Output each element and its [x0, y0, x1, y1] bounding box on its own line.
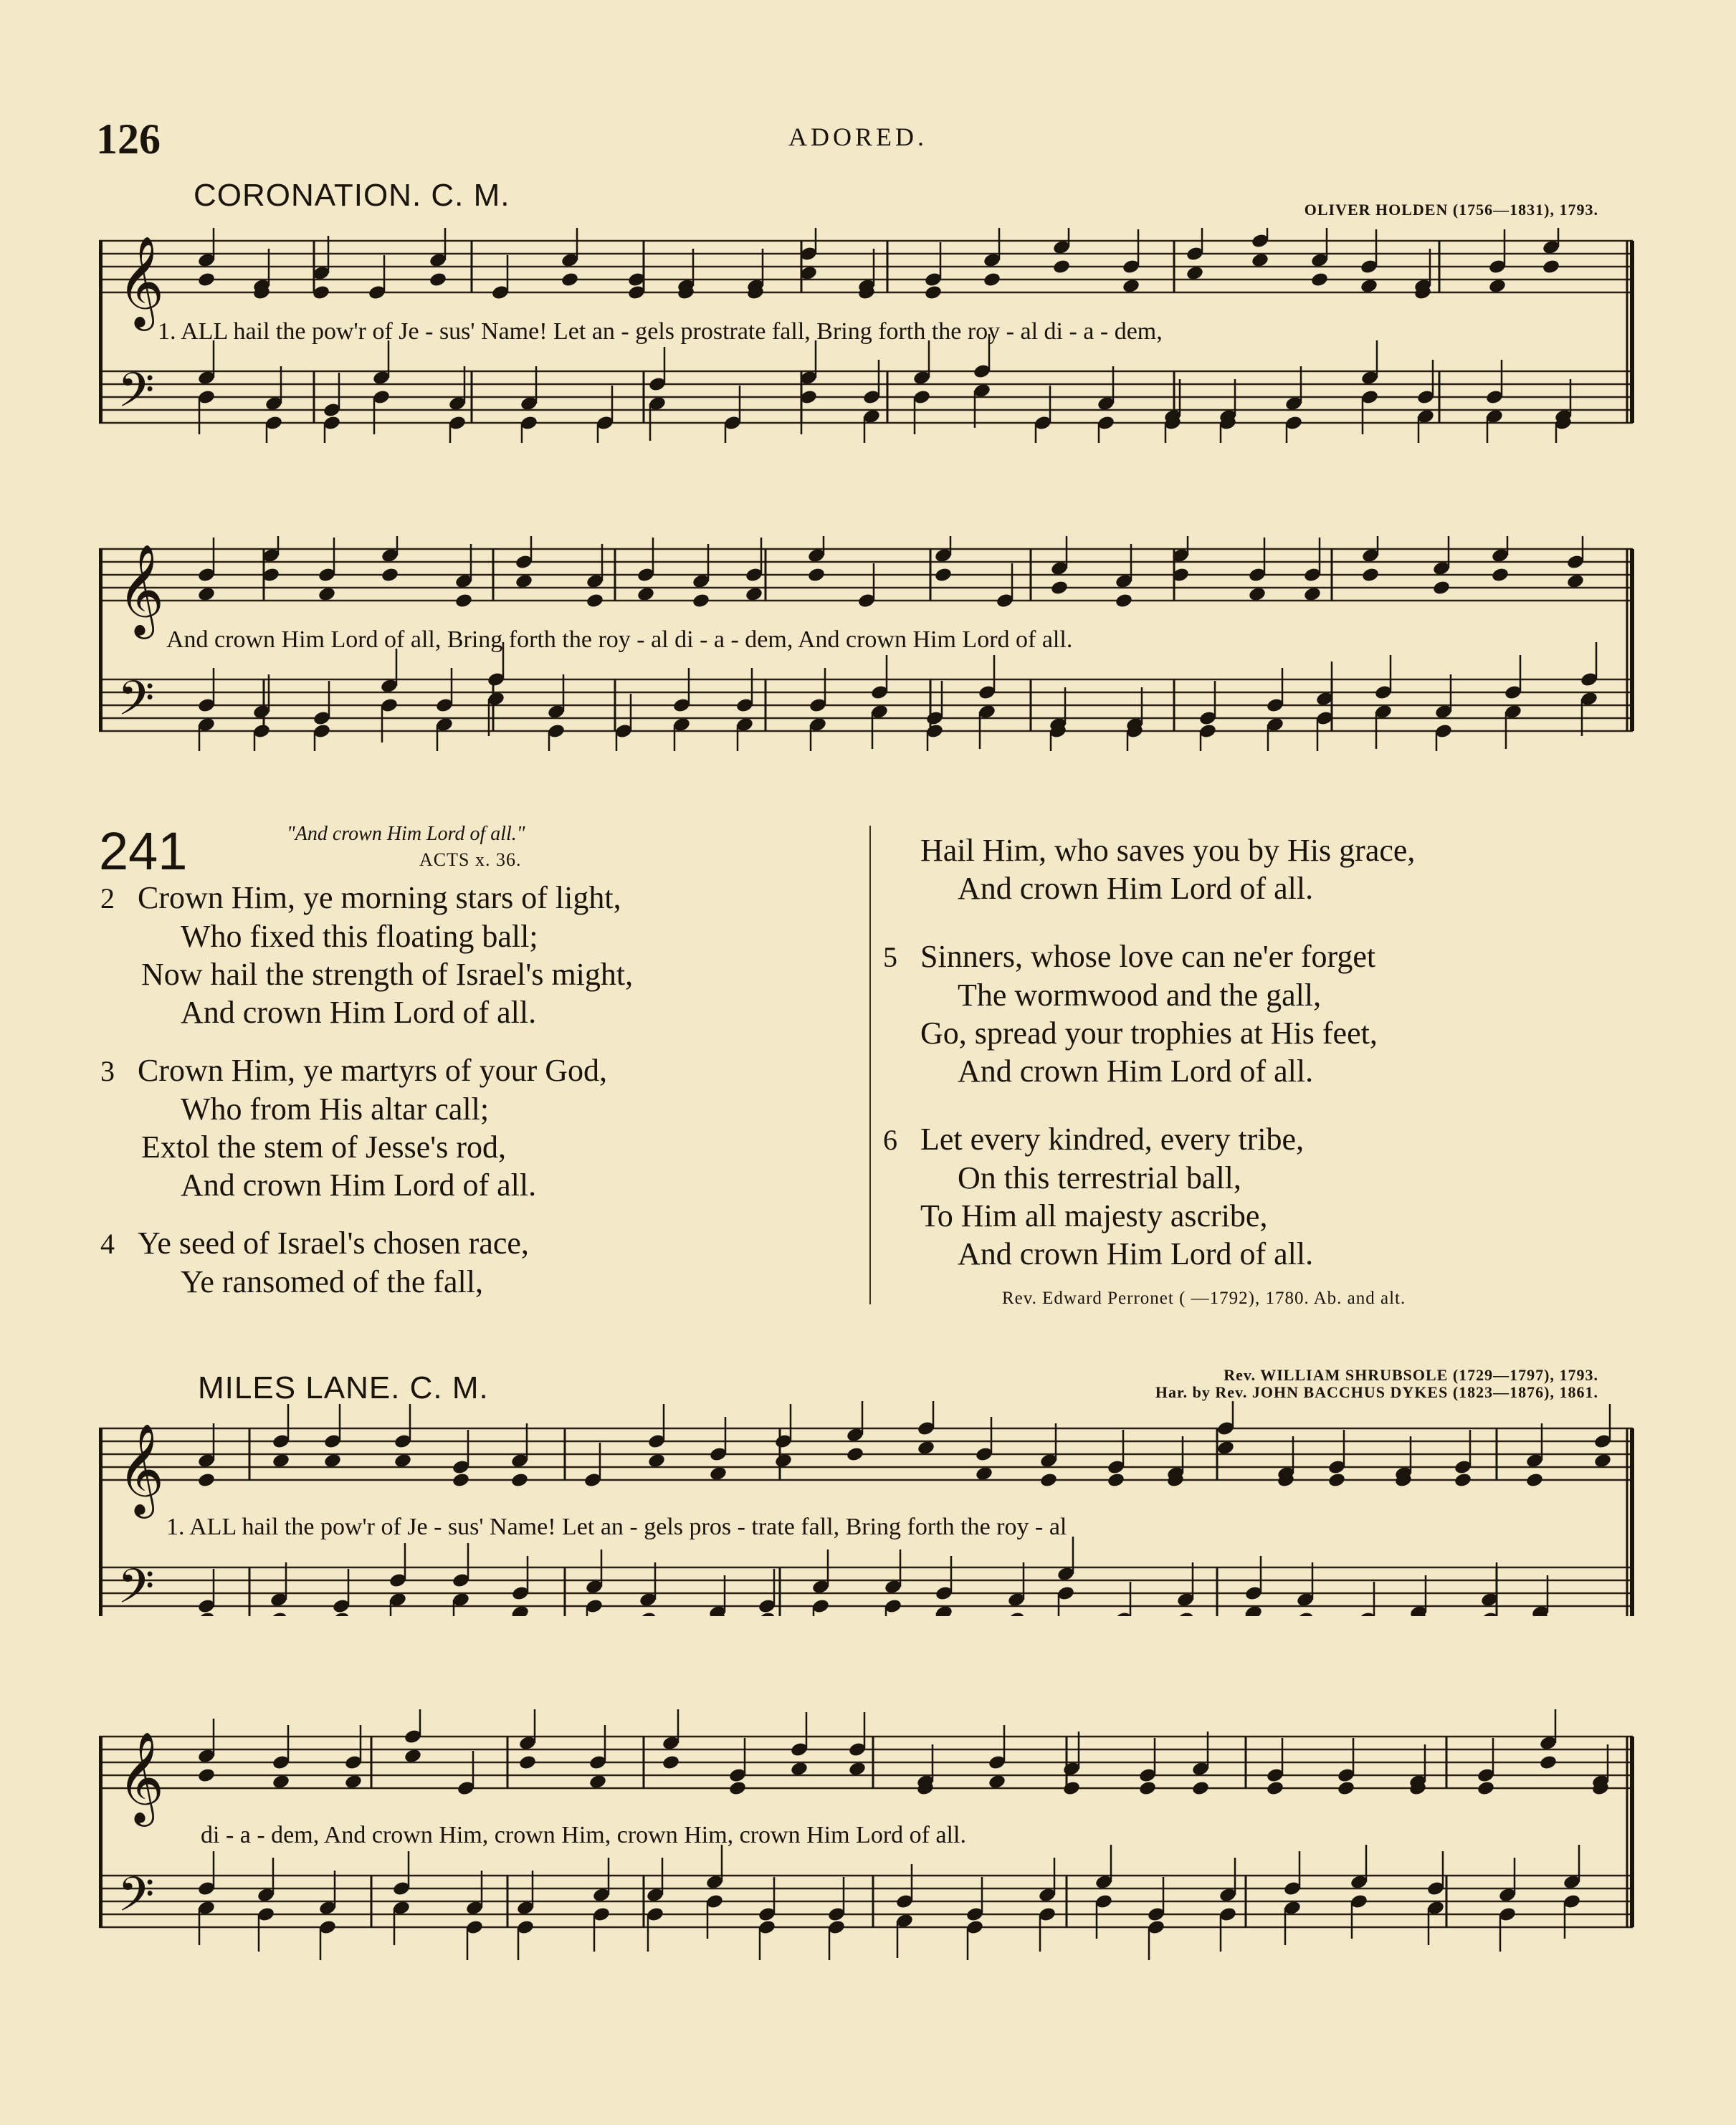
- svg-text:𝄞: 𝄞: [118, 1423, 165, 1514]
- lyric-line-miles-lane-1: 1. ALL hail the pow'r of Je - sus' Name! Let an - gels pros - trate fall, Bring forth the roy - al: [166, 1514, 1067, 1540]
- svg-text:𝄢: 𝄢: [118, 1559, 155, 1616]
- verse-line: Ye ransomed of the fall,: [181, 1264, 483, 1299]
- verse-line: And crown Him Lord of all.: [958, 1236, 1314, 1271]
- verse-4-continued: [883, 831, 1643, 907]
- svg-text:𝄞: 𝄞: [118, 235, 165, 327]
- music-system-miles-lane-1: [99, 1401, 1640, 1616]
- composer-credit-coronation: OLIVER HOLDEN (1756—1831), 1793.: [1304, 201, 1598, 219]
- verse-line: On this terrestrial ball,: [958, 1160, 1241, 1195]
- svg-text:𝄢: 𝄢: [118, 1867, 155, 1934]
- verse-line: And crown Him Lord of all.: [958, 871, 1314, 906]
- verse-2: [100, 879, 860, 1031]
- hymn-author-credit: Rev. Edward Perronet ( —1792), 1780. Ab. and alt.: [1002, 1289, 1406, 1308]
- verse-line: Hail Him, who saves you by His grace,: [920, 833, 1416, 868]
- verse-number: 6: [883, 1124, 897, 1156]
- verses-left-column: [100, 879, 860, 1301]
- tune-title-coronation: CORONATION. C. M.: [194, 178, 510, 213]
- verse-number: 2: [100, 882, 115, 915]
- verse-line: Let every kindred, every tribe,: [920, 1122, 1305, 1157]
- verse-number: 4: [100, 1228, 115, 1260]
- svg-text:𝄢: 𝄢: [118, 363, 155, 429]
- verse-4: [100, 1224, 860, 1301]
- verse-line: And crown Him Lord of all.: [181, 995, 537, 1030]
- epigraph: "And crown Him Lord of all.": [287, 823, 525, 845]
- verse-line: And crown Him Lord of all.: [181, 1167, 537, 1203]
- verses-right-column: [883, 831, 1643, 1273]
- verse-line: Crown Him, ye morning stars of light,: [138, 880, 621, 915]
- verse-number: 3: [100, 1055, 115, 1087]
- svg-text:𝄞: 𝄞: [118, 1731, 165, 1823]
- verse-line: Who fixed this floating ball;: [181, 919, 538, 954]
- running-head: ADORED.: [788, 123, 927, 151]
- hymn-number: 241: [99, 821, 188, 881]
- verse-line: To Him all majesty ascribe,: [920, 1198, 1268, 1233]
- lyric-line-miles-lane-2: di - a - dem, And crown Him, crown Him, crown Him, crown Him Lord of all.: [201, 1822, 966, 1848]
- verse-line: And crown Him Lord of all.: [958, 1054, 1314, 1089]
- verse-line: The wormwood and the gall,: [958, 978, 1322, 1013]
- verse-line: Now hail the strength of Israel's might,: [141, 957, 634, 992]
- verse-6: [883, 1120, 1643, 1273]
- column-divider: [869, 826, 871, 1304]
- verse-line: Go, spread your trophies at His feet,: [920, 1016, 1378, 1051]
- verse-3: [100, 1051, 860, 1204]
- verse-line: Ye seed of Israel's chosen race,: [138, 1226, 529, 1261]
- lyric-line-coronation-2: And crown Him Lord of all, Bring forth the roy - al di - a - dem, And crown Him Lord of all.: [166, 626, 1073, 653]
- tune-title-miles-lane: MILES LANE. C. M.: [198, 1370, 489, 1405]
- scripture-reference: ACTS x. 36.: [419, 849, 522, 870]
- verse-line: Crown Him, ye martyrs of your God,: [138, 1053, 608, 1088]
- verse-number: 5: [883, 941, 897, 973]
- composer-credit-miles-lane: Rev. WILLIAM SHRUBSOLE (1729—1797), 1793.: [1224, 1366, 1598, 1384]
- verse-line: Sinners, whose love can ne'er forget: [920, 939, 1376, 974]
- verse-line: Who from His altar call;: [181, 1092, 490, 1127]
- verse-5: [883, 937, 1643, 1090]
- page-number: 126: [96, 115, 161, 163]
- lyric-line-coronation-1: 1. ALL hail the pow'r of Je - sus' Name! Let an - gels prostrate fall, Bring forth the roy - al di - a - dem,: [158, 318, 1163, 345]
- verse-line: Extol the stem of Jesse's rod,: [141, 1130, 506, 1165]
- harmonizer-credit-miles-lane: Har. by Rev. JOHN BACCHUS DYKES (1823—1876), 1861.: [1155, 1383, 1598, 1401]
- svg-text:𝄞: 𝄞: [118, 543, 165, 635]
- svg-text:𝄢: 𝄢: [118, 671, 155, 737]
